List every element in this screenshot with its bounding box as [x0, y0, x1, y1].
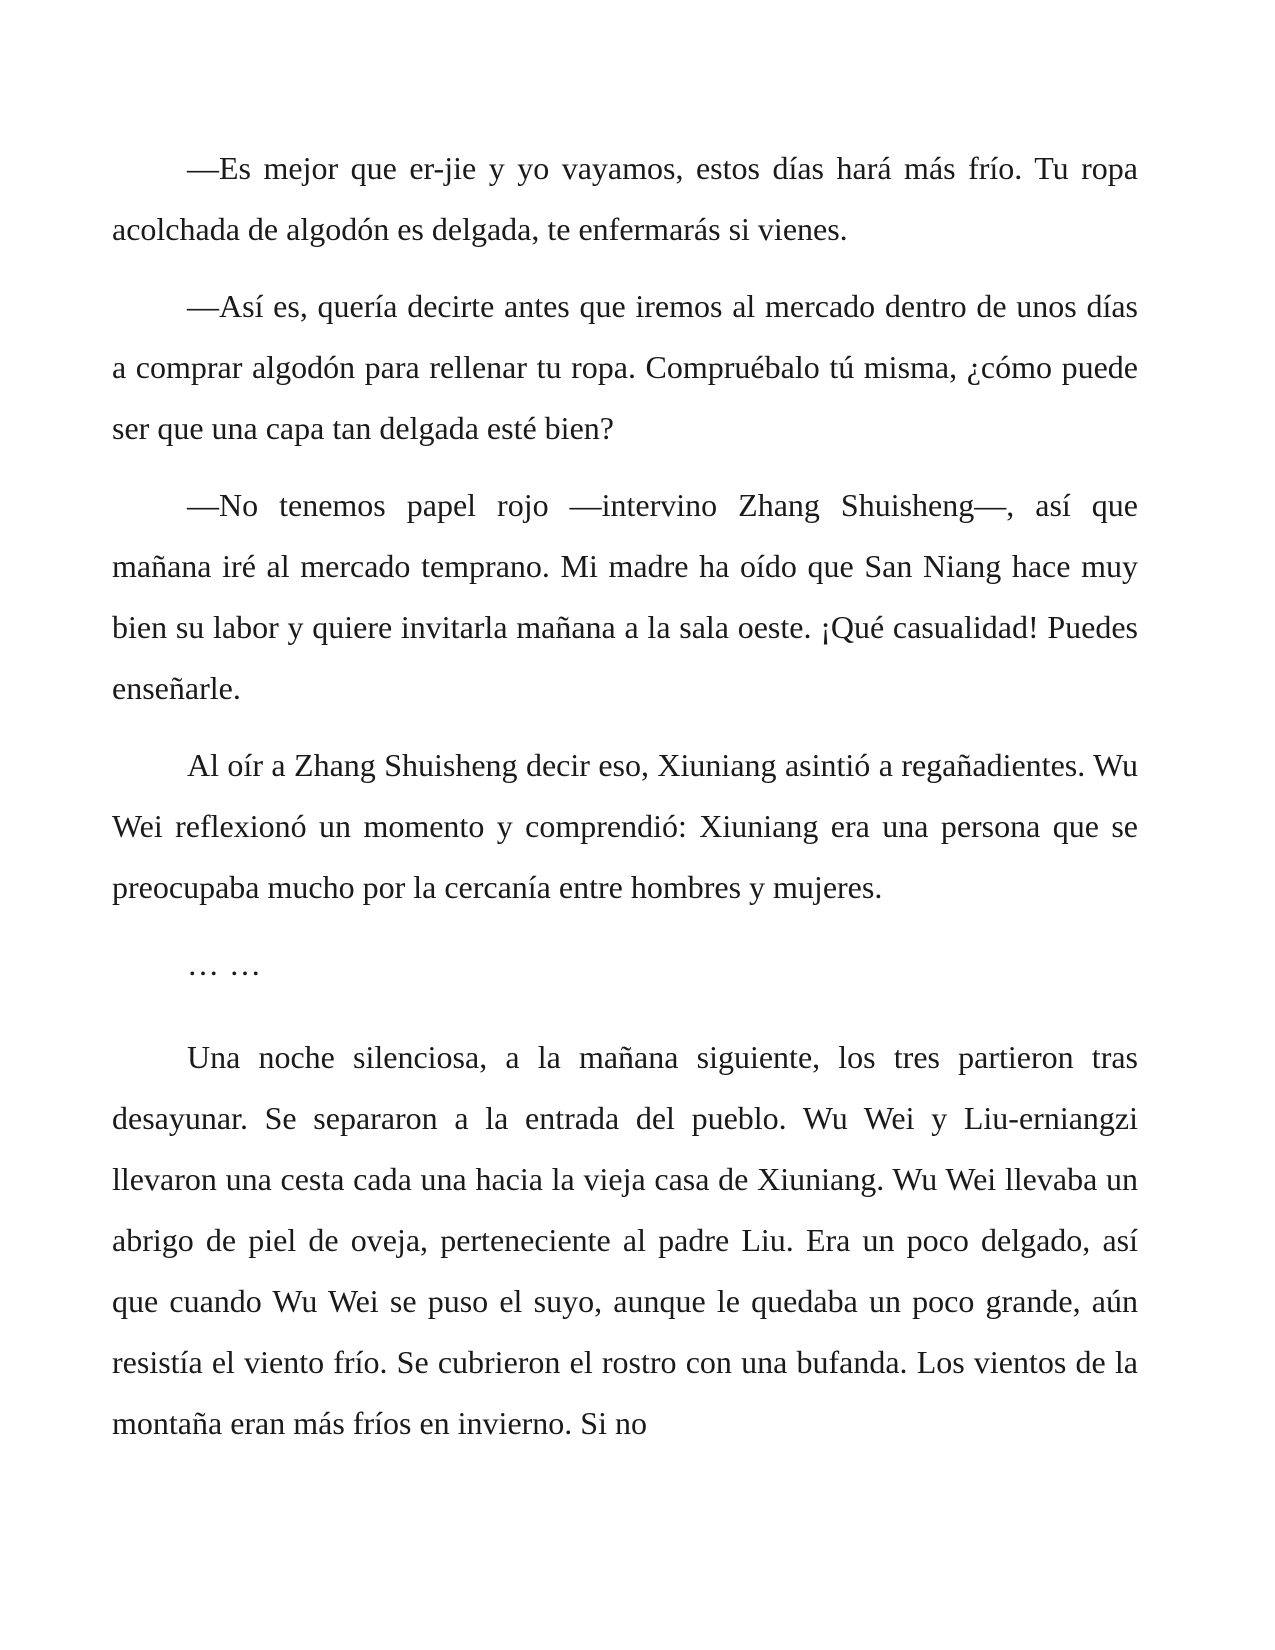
document-page	[112, 138, 1138, 1454]
paragraph-3: —No tenemos papel rojo —intervino Zhang Shuisheng—, así que mañana iré al mercado temprano. Mi madre ha oído que San Niang hace muy bien su labor y quiere invitarla mañana a la sala oeste. ¡Qué casualidad! Puedes enseñarle.	[112, 487, 1138, 706]
paragraph-2: —Así es, quería decirte antes que iremos al mercado dentro de unos días a comprar algodón para rellenar tu ropa. Compruébalo tú misma, ¿cómo puede ser que una capa tan delgada esté bien?	[112, 288, 1138, 446]
paragraph-5: Una noche silenciosa, a la mañana siguiente, los tres partieron tras desayunar. Se separaron a la entrada del pueblo. Wu Wei y Liu-erniangzi llevaron una cesta cada una hacia la vieja casa de Xiuniang. Wu Wei llevaba un abrigo de piel de oveja, perteneciente al padre Liu. Era un poco delgado, así que cuando Wu Wei se puso el suyo, aunque le quedaba un poco grande, aún resistía el viento frío. Se cubrieron el rostro con una bufanda. Los vientos de la montaña eran más fríos en invierno. Si no	[112, 1039, 1138, 1441]
section-separator: … …	[187, 946, 262, 982]
paragraph-4: Al oír a Zhang Shuisheng decir eso, Xiuniang asintió a regañadientes. Wu Wei reflexionó un momento y comprendió: Xiuniang era una persona que se preocupaba mucho por la cercanía entre hombres y mujeres.	[112, 747, 1138, 905]
paragraph-1: —Es mejor que er-jie y yo vayamos, estos días hará más frío. Tu ropa acolchada de algodón es delgada, te enfermarás si vienes.	[112, 150, 1138, 247]
